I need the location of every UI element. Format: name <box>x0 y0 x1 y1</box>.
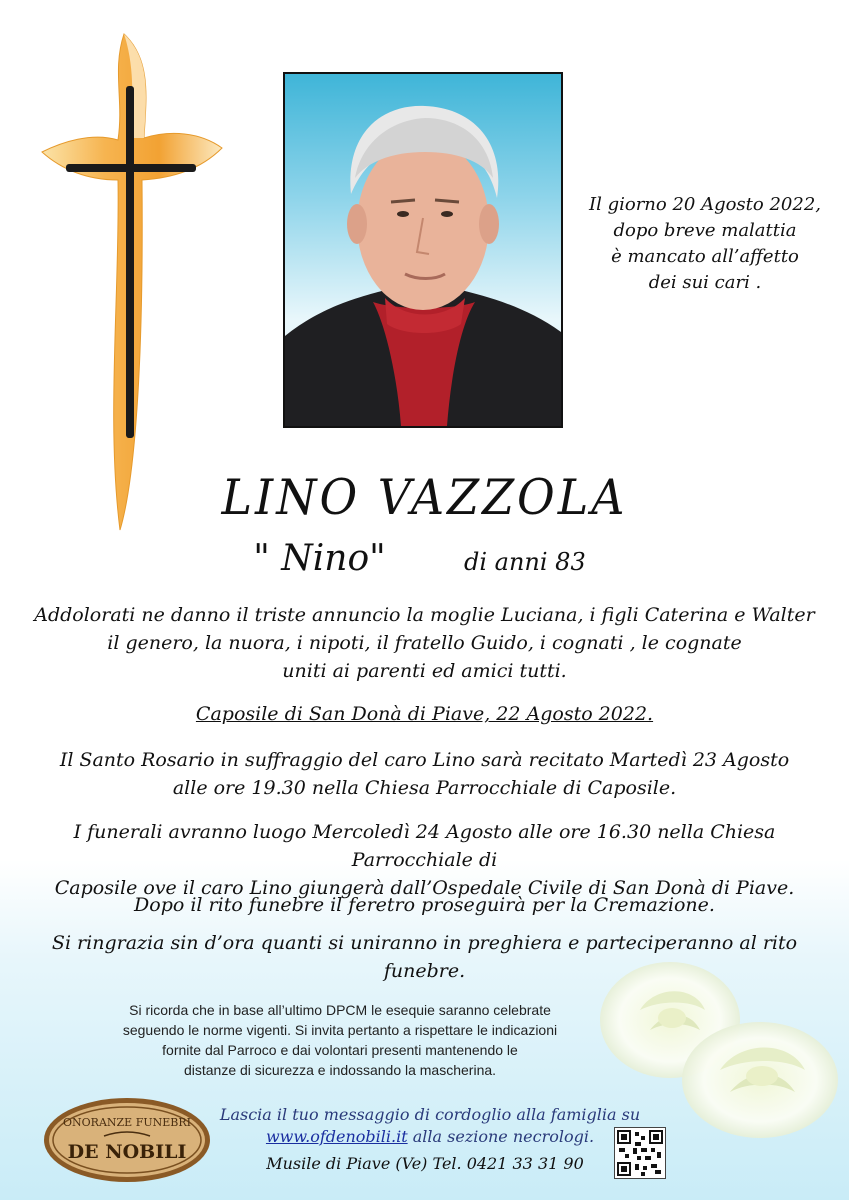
age: di anni 83 <box>463 548 586 576</box>
rosary-line-2: alle ore 19.30 nella Chiesa Parrocchiale di Caposile. <box>172 777 677 799</box>
portrait-illustration <box>285 74 561 426</box>
intro-line-3: è mancato all’affetto <box>611 246 799 267</box>
message-suffix: alla sezione necrologi. <box>412 1127 595 1146</box>
announcement <box>20 601 829 685</box>
dpcm-notice <box>60 1000 620 1080</box>
death-notice-intro <box>570 192 840 296</box>
logo-top-text: ONORANZE FUNEBRI <box>63 1116 191 1129</box>
contact-info: Musile di Piave (Ve) Tel. 0421 33 31 90 <box>266 1154 584 1173</box>
thanks-note: Si ringrazia sin d’ora quanti si uniranno in preghiera e parteciperanno al rito funebre. <box>51 932 798 982</box>
announcement-line-1: Addolorati ne danno il triste annuncio la moglie Luciana, i figli Caterina e Walter <box>34 604 815 626</box>
website-link[interactable]: www.ofdenobili.it <box>265 1127 408 1146</box>
nickname: " Nino" <box>253 538 386 579</box>
logo-main-text: DE NOBILI <box>67 1141 187 1163</box>
nickname-age-row <box>0 538 849 579</box>
portrait-photo <box>283 72 563 428</box>
rosary-line-1: Il Santo Rosario in suffraggio del caro Lino sarà recitato Martedì 23 Agosto <box>59 749 790 771</box>
dpcm-line-3: fornite dal Parroco e dai volontari presenti mantenendo le <box>162 1042 518 1058</box>
intro-line-4: dei sui cari . <box>648 272 762 293</box>
qr-code[interactable] <box>614 1127 666 1179</box>
funeral-info <box>20 818 829 902</box>
intro-line-1: Il giorno 20 Agosto 2022, <box>588 194 821 215</box>
dpcm-line-4: distanze di sicurezza e indossando la mascherina. <box>183 1062 497 1078</box>
message-line-1: Lascia il tuo messaggio di cordoglio alla famiglia su <box>219 1105 641 1124</box>
cross-icon <box>32 30 232 540</box>
announcement-line-3: uniti ai parenti ed amici tutti. <box>282 660 567 682</box>
funeral-line-1: I funerali avranno luogo Mercoledì 24 Agosto alle ore 16.30 nella Chiesa Parrocchiale di <box>73 821 776 871</box>
dpcm-line-2: seguendo le norme vigenti. Si invita pertanto a rispettare le indicazioni <box>122 1022 558 1038</box>
rosary-info <box>20 746 829 802</box>
place-date: Caposile di San Donà di Piave, 22 Agosto 2022. <box>195 703 654 725</box>
intro-line-2: dopo breve malattia <box>613 220 797 241</box>
announcement-line-2: il genero, la nuora, i nipoti, il fratello Guido, i cognati , le cognate <box>107 632 742 654</box>
condolence-message <box>210 1104 650 1148</box>
funeral-line-2: Caposile ove il caro Lino giungerà dall’Ospedale Civile di San Donà di Piave. <box>54 877 795 899</box>
funeral-home-logo <box>42 1096 212 1184</box>
deceased-name: LINO VAZZOLA <box>221 468 628 526</box>
cremation-info: Dopo il rito funebre il feretro proseguirà per la Cremazione. <box>134 894 715 916</box>
dpcm-line-1: Si ricorda che in base all’ultimo DPCM le esequie saranno celebrate <box>129 1002 551 1018</box>
